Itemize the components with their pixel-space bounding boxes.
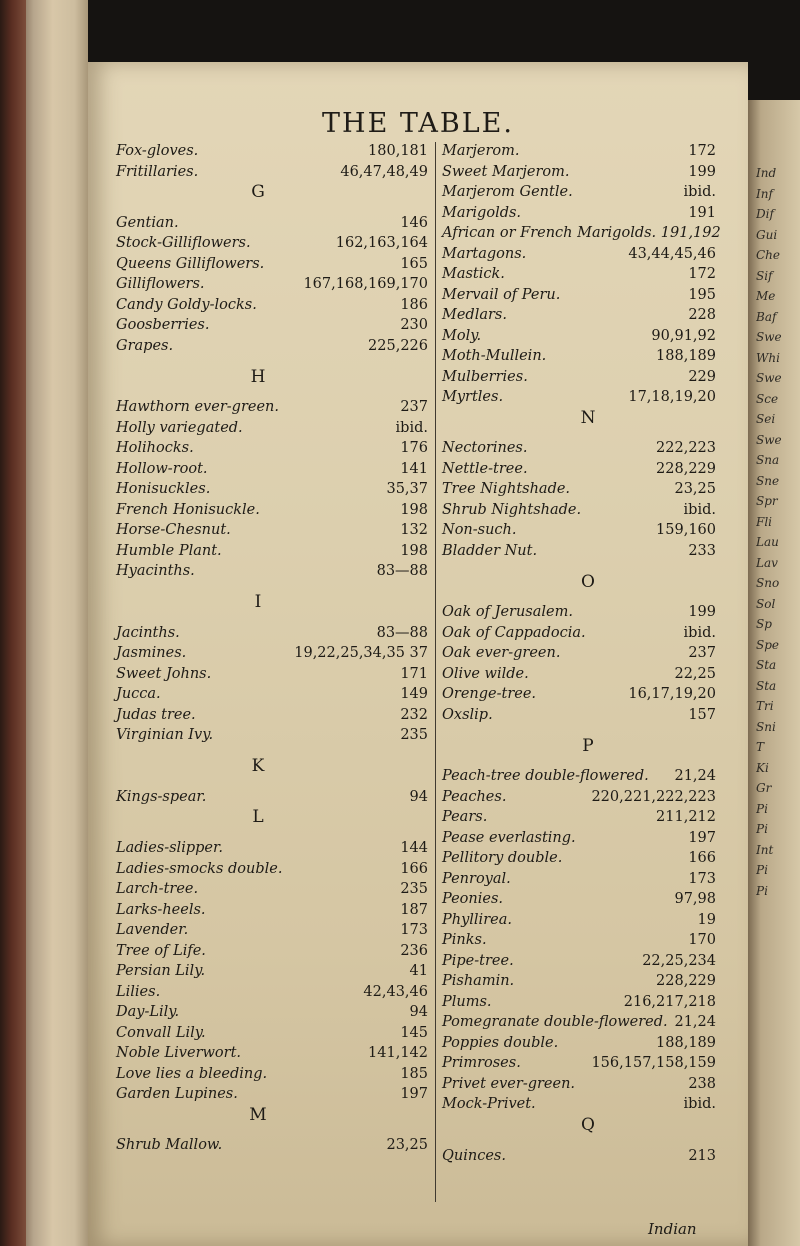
entry-pages: 172	[688, 143, 716, 159]
entry-name: Peonies.	[442, 891, 504, 908]
entry-name: Penroyal.	[442, 870, 511, 887]
entry-pages: 166	[688, 850, 716, 867]
entry-pages: 188,189	[656, 1034, 716, 1051]
entry-name: Fox-gloves.	[116, 143, 199, 159]
facing-page-word: Fli	[756, 514, 773, 529]
index-entry	[442, 788, 716, 806]
index-entry	[116, 788, 428, 806]
entry-name: Tree Nightshade.	[442, 481, 571, 498]
facing-page-word: Sol	[756, 596, 776, 611]
index-entry	[442, 388, 716, 406]
entry-name: Shrub Mallow.	[116, 1137, 223, 1154]
entry-pages: 159,160	[656, 522, 716, 539]
index-entry	[116, 163, 428, 181]
entry-name: Ladies-slipper.	[116, 840, 223, 856]
index-entry	[116, 665, 428, 683]
entry-name: Goosberries.	[116, 317, 210, 334]
facing-page-word: Tri	[756, 699, 774, 713]
entry-name: African or French Marigolds. 191,192	[442, 225, 721, 241]
entry-name: Privet ever-green.	[442, 1075, 576, 1092]
entry-name: Hollow-root.	[116, 460, 208, 477]
facing-page-word: Me	[756, 289, 776, 303]
entry-name: Holihocks.	[116, 440, 194, 457]
entry-pages: 157	[688, 706, 716, 723]
index-entry	[442, 327, 716, 345]
index-entry	[116, 296, 428, 314]
facing-page-word: Pi	[756, 883, 768, 898]
index-entry	[116, 1044, 428, 1062]
entry-pages: 144	[400, 840, 428, 856]
entry-pages: 235	[400, 881, 428, 897]
entry-name: French Honisuckle.	[116, 501, 260, 518]
facing-page-word: Sno	[756, 576, 780, 590]
entry-name: Mastick.	[442, 266, 505, 282]
entry-pages: ibid.	[683, 501, 716, 518]
index-entry	[442, 931, 716, 949]
entry-pages: 228	[688, 307, 716, 323]
index-entry	[442, 665, 716, 683]
entry-name: Poppies double.	[442, 1034, 559, 1051]
index-entry	[442, 245, 716, 263]
index-entry	[116, 1003, 428, 1021]
entry-pages: 141	[400, 460, 428, 477]
index-entry	[116, 521, 428, 539]
entry-pages: 236	[400, 942, 428, 959]
entry-name: Pease everlasting.	[442, 829, 576, 846]
entry-name: Grapes.	[116, 337, 174, 354]
entry-pages: ibid.	[395, 419, 428, 436]
entry-pages: 42,43,46	[363, 983, 428, 1000]
index-entry	[442, 993, 716, 1011]
entry-pages: ibid.	[683, 1096, 716, 1113]
entry-pages: 225,226	[368, 337, 428, 354]
index-entry	[442, 1054, 716, 1072]
entry-pages: 94	[409, 1004, 428, 1020]
facing-page-word: Sei	[756, 412, 776, 426]
entry-pages: 185	[400, 1065, 428, 1082]
entry-pages: 211,212	[656, 809, 716, 826]
entry-pages: 199	[688, 163, 716, 180]
facing-page-word: Spe	[756, 637, 780, 652]
index-entry	[442, 1075, 716, 1093]
entry-name: Moly.	[442, 327, 482, 344]
index-entry	[116, 860, 428, 878]
index-entry	[442, 142, 716, 160]
entry-name: Garden Lupines.	[116, 1086, 238, 1102]
index-entry	[116, 562, 428, 580]
facing-page-word: Swe	[756, 330, 782, 344]
index-entry	[442, 368, 716, 386]
facing-page-word: Ind	[756, 166, 777, 180]
section-letter: N	[580, 407, 596, 428]
index-entry	[442, 286, 716, 304]
index-entry	[116, 1085, 428, 1103]
index-entry	[442, 767, 716, 785]
entry-pages: 22,25,234	[642, 952, 716, 969]
index-entry	[116, 983, 428, 1001]
index-entry	[116, 942, 428, 960]
facing-page-word: Che	[756, 248, 781, 262]
catchword: Indian	[648, 1220, 697, 1238]
entry-pages: 145	[400, 1024, 428, 1041]
entry-name: Fritillaries.	[116, 163, 199, 180]
book-binding-edge	[0, 0, 26, 1246]
entry-pages: 188,189	[656, 348, 716, 364]
entry-name: Jucca.	[116, 686, 161, 703]
index-entry	[116, 234, 428, 252]
index-entry	[442, 603, 716, 621]
entry-pages: 186	[400, 296, 428, 313]
entry-pages: 23,25	[674, 481, 716, 498]
facing-page-word: Sta	[756, 678, 777, 693]
entry-pages: ibid.	[683, 624, 716, 641]
entry-pages: 233	[688, 542, 716, 559]
entry-pages: 176	[400, 440, 428, 457]
entry-pages: 162,163,164	[335, 235, 428, 252]
facing-page-word: Swe	[756, 432, 782, 447]
entry-name: Peaches.	[442, 788, 507, 805]
index-entry	[442, 542, 716, 560]
entry-name: Primroses.	[442, 1055, 521, 1072]
entry-name: Oak of Jerusalem.	[442, 604, 573, 621]
entry-pages: 90,91,92	[651, 327, 716, 344]
entry-pages: 173	[400, 922, 428, 938]
index-entry	[116, 337, 428, 355]
entry-name: Peach-tree double-flowered.	[442, 768, 649, 785]
entry-pages: 166	[400, 860, 428, 877]
section-letter: Q	[581, 1114, 595, 1135]
index-entry	[442, 624, 716, 642]
entry-name: Humble Plant.	[116, 542, 222, 559]
entry-pages: 173	[688, 870, 716, 887]
index-entry	[116, 839, 428, 857]
index-entry	[116, 962, 428, 980]
index-entry	[442, 183, 716, 201]
entry-name: Shrub Nightshade.	[442, 501, 582, 518]
index-entry	[116, 275, 428, 293]
index-entry	[116, 142, 428, 160]
facing-page-word: Lau	[756, 535, 779, 549]
index-entry	[442, 501, 716, 519]
index-entry	[116, 726, 428, 744]
entry-name: Persian Lily.	[116, 963, 206, 979]
entry-name: Tree of Life.	[116, 942, 206, 959]
page-title: THE TABLE.	[322, 108, 514, 139]
section-letter: K	[251, 756, 265, 776]
index-page	[88, 62, 748, 1246]
entry-name: Pomegranate double-flowered.	[442, 1014, 668, 1031]
facing-page-word: Dif	[756, 207, 774, 221]
index-entry	[116, 624, 428, 642]
index-entry	[116, 880, 428, 898]
entry-name: Pears.	[442, 809, 488, 826]
index-entry	[442, 347, 716, 365]
entry-name: Holly variegated.	[116, 419, 243, 436]
entry-name: Phyllirea.	[442, 911, 512, 928]
index-entry	[442, 1095, 716, 1113]
facing-page-word: Swe	[756, 371, 782, 385]
entry-pages: 141,142	[368, 1045, 428, 1061]
index-entry	[442, 829, 716, 847]
entry-name: Day-Lily.	[116, 1004, 180, 1020]
entry-name: Ladies-smocks double.	[116, 860, 283, 877]
entry-name: Oxslip.	[442, 706, 493, 723]
facing-page-word: Ki	[756, 760, 769, 775]
entry-name: Nettle-tree.	[442, 460, 528, 477]
entry-pages: 197	[400, 1086, 428, 1102]
index-entry	[442, 265, 716, 283]
index-entry	[442, 204, 716, 222]
facing-page-word: Pi	[756, 801, 768, 816]
entry-pages: 21,24	[674, 1014, 716, 1031]
entry-name: Pinks.	[442, 932, 487, 949]
entry-pages: 198	[400, 501, 428, 518]
entry-name: Oak ever-green.	[442, 645, 561, 662]
entry-pages: 16,17,19,20	[628, 686, 716, 703]
entry-pages: 94	[409, 788, 428, 805]
entry-name: Hyacinths.	[116, 563, 195, 580]
entry-name: Myrtles.	[442, 389, 504, 405]
index-entry	[116, 255, 428, 273]
index-entry	[116, 480, 428, 498]
entry-pages: 156,157,158,159	[591, 1055, 716, 1072]
section-letter: I	[254, 592, 262, 612]
entry-name: Quinces.	[442, 1147, 506, 1164]
entry-name: Bladder Nut.	[442, 542, 538, 559]
facing-page-word: Gr	[756, 781, 772, 795]
entry-name: Honisuckles.	[116, 481, 211, 498]
entry-pages: 191	[688, 204, 716, 221]
entry-pages: 235	[400, 727, 428, 744]
section-letter: M	[249, 1104, 267, 1125]
entry-name: Queens Gilliflowers.	[116, 255, 265, 272]
entry-pages: 21,24	[674, 768, 716, 785]
entry-pages: 35,37	[386, 481, 428, 498]
index-entry	[442, 1013, 716, 1031]
index-entry	[116, 419, 428, 437]
entry-pages: 180,181	[368, 143, 428, 159]
entry-pages: 171	[400, 665, 428, 682]
entry-name: Marjerom.	[442, 143, 520, 159]
index-entry	[442, 480, 716, 498]
entry-name: Sweet Johns.	[116, 665, 212, 682]
entry-pages: 19	[697, 911, 716, 928]
entry-pages: 232	[400, 706, 428, 723]
entry-pages: 195	[688, 286, 716, 303]
entry-pages: 149	[400, 686, 428, 703]
entry-pages: 19,22,25,34,35 37	[294, 645, 428, 662]
section-letter: P	[582, 735, 594, 756]
index-entry	[116, 644, 428, 662]
index-entry	[116, 316, 428, 334]
entry-name: Mulberries.	[442, 368, 528, 385]
entry-pages: 97,98	[674, 891, 716, 908]
entry-name: Kings-spear.	[116, 788, 207, 805]
section-letter: G	[251, 182, 265, 202]
entry-pages: 132	[400, 522, 428, 539]
entry-pages: 46,47,48,49	[340, 163, 428, 180]
index-entry	[442, 521, 716, 539]
entry-name: Oak of Cappadocia.	[442, 624, 586, 641]
entry-pages: 213	[688, 1147, 716, 1164]
entry-name: Larks-heels.	[116, 901, 206, 918]
index-entry	[116, 901, 428, 919]
index-entry	[442, 849, 716, 867]
entry-name: Martagons.	[442, 245, 527, 262]
facing-page-edge	[748, 100, 800, 1246]
entry-name: Marjerom Gentle.	[442, 184, 573, 200]
entry-pages: ibid.	[683, 184, 716, 200]
section-letter: L	[252, 807, 264, 828]
entry-pages: 222,223	[656, 440, 716, 457]
index-entry	[116, 501, 428, 519]
entry-pages: 228,229	[656, 460, 716, 477]
index-entry	[116, 1136, 428, 1154]
entry-name: Medlars.	[442, 307, 507, 323]
facing-page-word: Int	[756, 842, 774, 857]
facing-page-word: Whi	[756, 350, 780, 365]
entry-name: Plums.	[442, 993, 492, 1010]
index-entry	[116, 921, 428, 939]
entry-name: Gentian.	[116, 214, 179, 231]
facing-page-word: Sp	[756, 617, 772, 631]
entry-name: Pishamin.	[442, 973, 515, 990]
entry-name: Convall Lily.	[116, 1024, 206, 1041]
index-entry	[442, 1147, 716, 1165]
index-entry	[442, 890, 716, 908]
entry-pages: 199	[688, 604, 716, 621]
index-entry	[442, 685, 716, 703]
entry-name: Olive wilde.	[442, 665, 529, 682]
facing-page-word: Sne	[756, 473, 780, 488]
facing-page-word: Sta	[756, 658, 777, 672]
facing-page-word: Baf	[756, 309, 777, 324]
index-entry	[116, 706, 428, 724]
entry-name: Virginian Ivy.	[116, 727, 214, 744]
entry-pages: 83—88	[376, 563, 428, 580]
facing-page-word: Pi	[756, 822, 768, 836]
index-entry	[116, 1065, 428, 1083]
entry-pages: 197	[688, 829, 716, 846]
index-entry	[442, 306, 716, 324]
entry-name: Non-such.	[442, 522, 517, 539]
entry-name: Sweet Marjerom.	[442, 163, 570, 180]
entry-pages: 187	[400, 901, 428, 918]
entry-pages: 17,18,19,20	[628, 389, 716, 405]
entry-name: Orenge-tree.	[442, 686, 537, 703]
index-entry	[116, 1024, 428, 1042]
entry-name: Marigolds.	[442, 204, 522, 221]
index-entry	[442, 224, 721, 242]
index-entry	[442, 911, 716, 929]
entry-name: Love lies a bleeding.	[116, 1065, 268, 1082]
entry-pages: 172	[688, 266, 716, 282]
facing-page-word: Sni	[756, 719, 776, 734]
index-entry	[442, 972, 716, 990]
index-entry	[442, 439, 716, 457]
section-letter: O	[581, 571, 595, 592]
entry-name: Pellitory double.	[442, 850, 563, 867]
entry-name: Noble Liverwort.	[116, 1045, 242, 1061]
column-divider	[435, 142, 436, 1202]
entry-name: Pipe-tree.	[442, 952, 514, 969]
entry-name: Judas tree.	[116, 706, 196, 723]
facing-page-word: Sna	[756, 453, 780, 467]
entry-name: Hawthorn ever-green.	[116, 399, 279, 416]
entry-pages: 228,229	[656, 973, 716, 990]
entry-pages: 216,217,218	[623, 993, 716, 1010]
entry-name: Mervail of Peru.	[442, 286, 561, 303]
index-entry	[116, 685, 428, 703]
facing-page-word: Spr	[756, 494, 778, 508]
index-entry	[442, 460, 716, 478]
entry-pages: 41	[409, 963, 428, 979]
entry-pages: 229	[688, 368, 716, 385]
entry-name: Mock-Privet.	[442, 1096, 536, 1113]
entry-name: Jasmines.	[116, 645, 187, 662]
entry-pages: 23,25	[386, 1137, 428, 1154]
entry-name: Moth-Mullein.	[442, 348, 547, 364]
index-entry	[442, 870, 716, 888]
entry-name: Larch-tree.	[116, 881, 199, 897]
entry-pages: 220,221,222,223	[591, 788, 716, 805]
index-entry	[442, 1034, 716, 1052]
entry-pages: 167,168,169,170	[303, 276, 428, 293]
entry-pages: 237	[688, 645, 716, 662]
entry-pages: 22,25	[674, 665, 716, 682]
index-entry	[442, 706, 716, 724]
facing-page-word: Pi	[756, 863, 768, 877]
entry-pages: 230	[400, 317, 428, 334]
entry-name: Candy Goldy-locks.	[116, 296, 257, 313]
facing-page-word: T	[756, 740, 765, 754]
index-entry	[442, 808, 716, 826]
index-entry	[442, 952, 716, 970]
index-entry	[116, 542, 428, 560]
entry-pages: 43,44,45,46	[628, 245, 716, 262]
facing-page-word: Sce	[756, 391, 779, 406]
entry-name: Gilliflowers.	[116, 276, 205, 293]
entry-pages: 165	[400, 255, 428, 272]
facing-page-word: Lav	[756, 555, 778, 570]
entry-pages: 198	[400, 542, 428, 559]
section-letter: H	[250, 366, 266, 387]
entry-pages: 146	[400, 214, 428, 231]
entry-name: Jacinths.	[116, 624, 180, 641]
index-entry	[442, 644, 716, 662]
facing-page-word: Gui	[756, 227, 778, 242]
entry-name: Stock-Gilliflowers.	[116, 235, 251, 252]
index-entry	[116, 398, 428, 416]
index-entry	[116, 439, 428, 457]
facing-page-word: Sif	[756, 268, 773, 283]
entry-name: Horse-Chesnut.	[116, 522, 231, 539]
entry-name: Lavender.	[116, 922, 189, 938]
index-entry	[442, 163, 716, 181]
index-entry	[116, 214, 428, 232]
index-entry	[116, 460, 428, 478]
entry-pages: 83—88	[376, 624, 428, 641]
facing-page-word: Inf	[756, 186, 773, 201]
entry-pages: 237	[400, 399, 428, 416]
entry-pages: 170	[688, 932, 716, 949]
entry-name: Lilies.	[116, 983, 161, 1000]
entry-name: Nectorines.	[442, 440, 528, 457]
entry-pages: 238	[688, 1075, 716, 1092]
